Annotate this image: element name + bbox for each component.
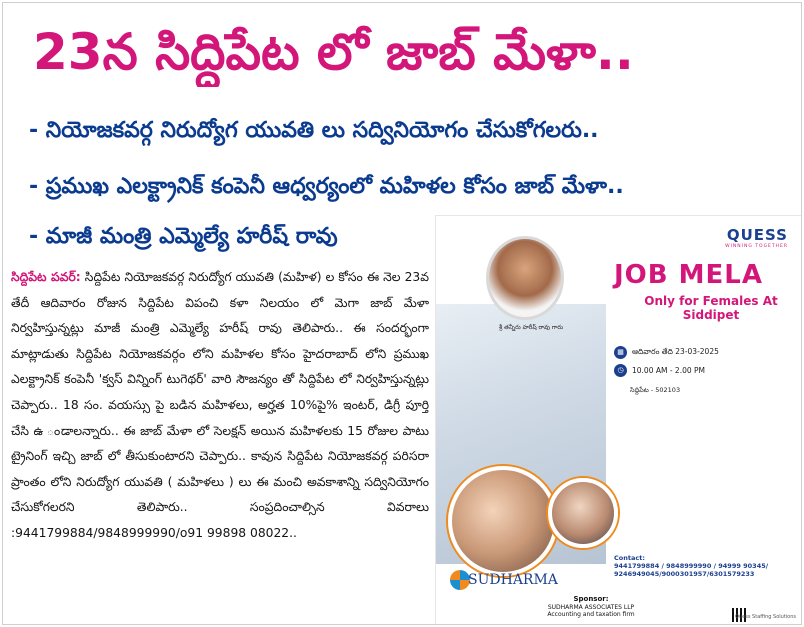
women-group-photo xyxy=(448,466,558,576)
clock-icon: ◷ xyxy=(614,364,627,377)
poster-contact xyxy=(614,554,794,578)
quess-tagline: WINNING TOGETHER xyxy=(725,244,788,249)
footer-credit: Quess Staffing Solutions xyxy=(735,614,796,620)
date-row xyxy=(614,346,719,359)
sponsor-desc: Accounting and taxation firm xyxy=(547,611,635,618)
contact-label: Contact: xyxy=(614,554,645,562)
news-clipping xyxy=(2,2,802,625)
quess-logo: QUESS xyxy=(726,226,788,244)
job-mela-poster xyxy=(435,215,802,625)
contact-numbers: 9441799884 / 9848999990 / 94999 90345/ 9246949045/9000301957/6301579233 xyxy=(614,562,769,578)
poster-subtitle: Only for Females At Siddipet xyxy=(644,294,778,322)
sudharma-logo-text: SUDHARMA xyxy=(468,572,558,588)
poster-time: 10.00 AM - 2.00 PM xyxy=(632,366,706,375)
sponsor-name: SUDHARMA ASSOCIATES LLP xyxy=(547,603,635,611)
poster-title: JOB MELA xyxy=(614,260,763,290)
sponsor-label: Sponsor: xyxy=(573,595,609,603)
poster-date: ఆదివారం తేది 23-03-2025 xyxy=(632,347,719,356)
subhead-3: - మాజీ మంత్రి ఎమ్మెల్యే హరీష్ రావు xyxy=(29,224,338,249)
subhead-2: - ప్రముఖ ఎలక్ట్రానిక్ కంపెనీ ఆధ్వర్యంలో మహిళల కోసం జాబ్ మేళా.. xyxy=(29,174,624,199)
woman-portrait-photo xyxy=(548,478,618,548)
headline: 23న సిద్దిపేట లో జాబ్ మేళా.. xyxy=(33,23,634,81)
time-row xyxy=(614,364,705,377)
article-dateline: సిద్దిపేట పవర్: xyxy=(11,270,81,284)
sudharma-logo-icon xyxy=(450,570,470,590)
subhead-1: - నియోజకవర్గ నిరుద్యోగ యువతి లు సద్వినియోగం చేసుకోగలరు.. xyxy=(29,118,599,143)
calendar-icon: ▦ xyxy=(614,346,627,359)
poster-venue: సిద్దిపేట - 502103 xyxy=(630,386,681,394)
article-text: సిద్దిపేట నియోజకవర్గ నిరుద్యోగ యువతి (మహిళ) ల కోసం ఈ నెల 23వ తేదీ ఆదివారం రోజున సిద్దిపేట విపంచి కళా నిలయం లో మెగా జాబ్ మేళా నిర్వహిస్తున్నట్లు మాజీ మంత్రి ఎమ్మెల్యే హరీష్ రావు తెలిపారు.. ఈ సందర్భంగా మాట్లాడుతు సిద్దిపేట నియోజకవర్గం లోని మహిళల కోసం హైదరాబాద్ లోని ప్రముఖ ఎలక్ట్రానిక్ కంపెనీ 'క్వస్ విన్నింగ్ టుగెథర్' వారి సౌజన్యం తో సిద్దిపేట లో నిర్వహిస్తున్నట్లు చెప్పారు.. 18 సం. వయస్సు పై బడిన మహిళలు, అర్హత 10%పై% ఇంటర్, డిగ్రీ పూర్తి చేసి ఉ ండాలన్నారు.. ఈ జాబ్ మేళా లో సెలక్షన్ అయిన మహిళలకు 15 రోజుల పాటు ట్రైనింగ్ ఇచ్చి జాబ్ లో తీసుకుంటారని చెప్పారు.. కావున సిద్దిపేట నియోజకవర్గ పరిసరా ప్రాంతం లోని నిరుద్యోగ యువతి ( మహిళలు ) లు ఈ మంచి అవకాశాన్ని సద్వినియోగం చేసుకోగలరని తెలిపారు.. సంప్రదించాల్సిన వివరాలు :9441799884/9848999990/o91 99898 08022.. xyxy=(11,270,429,540)
leader-photo xyxy=(486,236,564,320)
poster-sponsor xyxy=(516,596,666,619)
article-body xyxy=(11,265,429,625)
leader-caption: శ్రీ తన్నీరు హరీష్ రావు గారు xyxy=(498,324,564,331)
